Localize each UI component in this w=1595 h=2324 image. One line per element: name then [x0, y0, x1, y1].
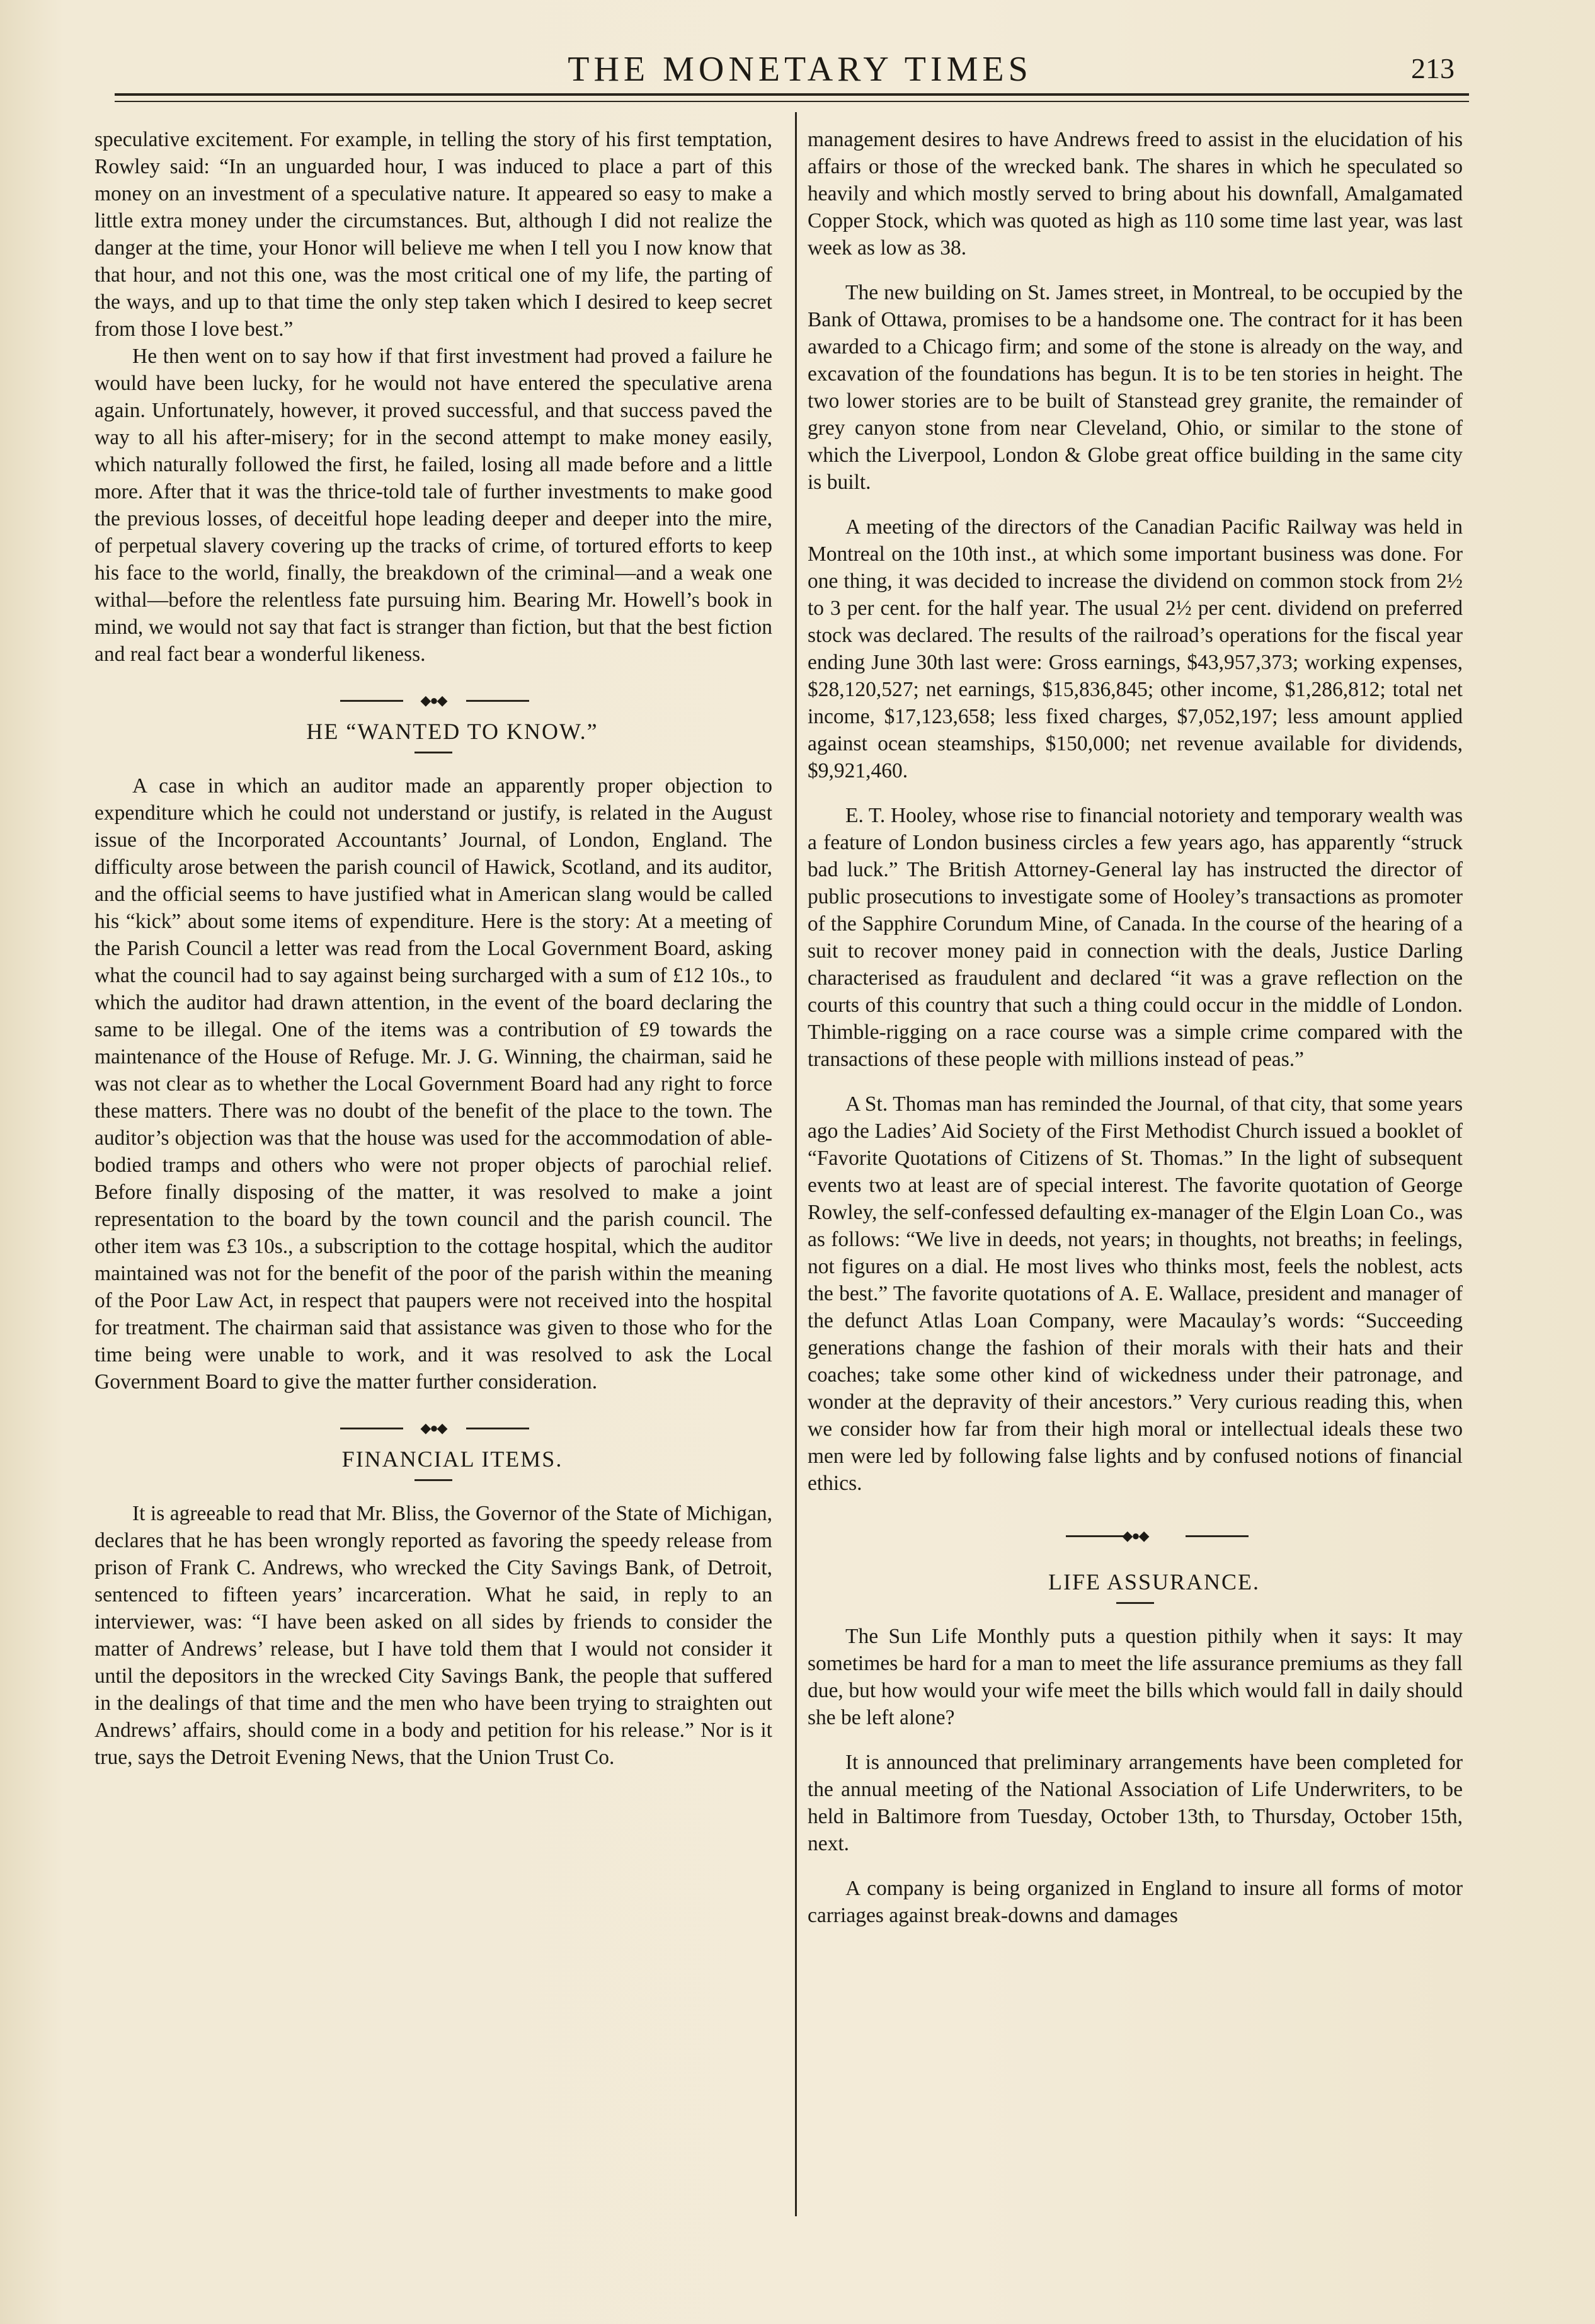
section-heading: HE “WANTED TO KNOW.” — [306, 719, 598, 744]
masthead-title: THE MONETARY TIMES — [568, 50, 1032, 89]
column-divider — [795, 112, 797, 2216]
article-paragraph: A St. Thomas man has reminded the Journal, of that city, that some years ago the Ladies’ Aid Society of the First Methodist Church issued a booklet of “Favorite Quotations of Citizens of St. Thomas.” In the light of subsequent events two at least are of special interest. The favorite quotation of George Rowley, the self-confessed defaulting ex-manager of the Elgin Loan Co., was as follows: “We live in deeds, not years; in thoughts, not breaths; in feelings, not figures on a dial. He most lives who thinks most, feels the noblest, acts the best.” The favorite quotations of A. E. Wallace, president and manager of the defunct Atlas Loan Company, were Macaulay’s words: “Succeeding generations change the fashion of their morals with their hats and their coaches; take some other kind of wickedness under their patronage, and wonder at the depravity of their ancestors.” Very curious reading this, when we consider how far from their high moral or intellectual ideals these two men were led by following false lights and by confused notions of financial ethics. — [808, 1092, 1463, 1495]
section-heading: FINANCIAL ITEMS. — [341, 1446, 563, 1472]
heading-rule — [1116, 1602, 1154, 1604]
article-paragraph: A meeting of the directors of the Canadian Pacific Railway was held in Montreal on the 10th inst., at which some important business was done. For one thing, it was decided to increase the dividend on common stock from 2½ to 3 per cent. for the half year. The usual 2½ per cent. dividend on preferred stock was declared. The results of the railroad’s operations for the fiscal year ending June 30th last were: Gross earnings, $43,957,373; working expenses, $28,120,527; net earnings, $15,836,845; other income, $1,286,812; total net income, $17,123,658; less fixed charges, $7,052,197; less amount applied against ocean steamships, $150,000; net revenue available for dividends, $9,921,460. — [808, 515, 1463, 782]
article-paragraph: management desires to have Andrews freed to assist in the elucidation of his affairs or those of the wrecked bank. The shares in which he speculated so heavily and which mostly served to bring about his downfall, Amalgamated Copper Stock, which was quoted as high as 110 some time last year, was last week as low as 38. — [808, 128, 1463, 260]
section-heading: LIFE ASSURANCE. — [1048, 1569, 1261, 1594]
article-paragraph: A case in which an auditor made an apparently proper objection to expenditure which he could not understand or justify, is related in the August issue of the Incorporated Accountants’ Journal, of London, England. The difficulty arose between the parish council of Hawick, Scotland, and its auditor, and the official seems to have justified what in American slang would be called his “kick” about some items of expenditure. Here is the story: At a meeting of the Parish Council a letter was read from the Local Government Board, asking what the council had to say against being surcharged with a sum of £12 10s., to which the auditor had drawn attention, in the event of the board declaring the same to be illegal. One of the items was a contribution of £9 towards the maintenance of the House of Refuge. Mr. J. G. Winning, the chairman, said he was not clear as to whether the Local Government Board had any right to force these matters. There was no doubt of the benefit of the place to the town. The auditor’s objection was that the house was used for the accommodation of able-bodied tramps and others who were not proper objects of parochial relief. Before finally disposing of the matter, it was resolved to make a joint representation to the board by the town council and the parish council. The other item was £3 10s., a subscription to the cottage hospital, which the auditor maintained was not for the benefit of the poor of the parish within the meaning of the Poor Law Act, in respect that paupers were not received into the hospital for treatment. The chairman said that assistance was given to those who for the time being were unable to work, and it was resolved to ask the Local Government Board to give the matter further consideration. — [94, 774, 772, 1394]
header-rule-thin — [115, 101, 1469, 102]
section-ornament: ◆●◆ — [94, 693, 772, 708]
article-paragraph: It is agreeable to read that Mr. Bliss, the Governor of the State of Michigan, declares that he has been wrongly reported as favoring the speedy release from prison of Frank C. Andrews, who wrecked the City Savings Bank, of Detroit, sentenced to fifteen years’ incarceration. What he said, in reply to an interviewer, was: “I have been asked on all sides by friends to consider the matter of Andrews’ release, but I have told them that I would not consider it until the depositors in the wrecked City Savings Bank, the people that suffered in the dealings of that time and the men who have been trying to straighten out Andrews’ affairs, should come in a body and petition for his release.” Nor is it true, says the Detroit Evening News, that the Union Trust Co. — [94, 1502, 772, 1769]
article-paragraph: The new building on St. James street, in Montreal, to be occupied by the Bank of Ottawa, promises to be a handsome one. The contract for it has been awarded to a Chicago firm; and some of the stone is already on the way, and excavation of the foundations has begun. It is to be ten stories in height. The two lower stories are to be built of Stanstead grey granite, the remainder of grey canyon stone from near Cleveland, Ohio, or similar to the stone of which the Liverpool, London & Globe great office building in the same city is built. — [808, 281, 1463, 494]
right-column — [808, 126, 1463, 1929]
heading-rule — [414, 752, 452, 753]
section-ornament: ◆●◆ — [94, 1421, 772, 1436]
page-number: 213 — [1411, 52, 1455, 84]
article-paragraph: He then went on to say how if that first investment had proved a failure he would have been lucky, for he would not have entered the speculative arena again. Unfortunately, however, it proved successful, and that success paved the way to all his after-misery; for in the second attempt to make money easily, which naturally followed the first, he failed, losing all made before and a little more. After that it was the thrice-told tale of further investments to make good the previous losses, of deceitful hope leading deeper and deeper into the mire, of perpetual slavery covering up the tracks of crime, of tortured efforts to keep his face to the world, finally, the breakdown of the criminal—and a weak one withal—before the relentless fate pursuing him. Bearing Mr. Howell’s book in mind, we would not say that fact is stranger than fiction, but that the best fiction and real fact bear a wonderful likeness. — [94, 345, 772, 666]
left-column — [94, 126, 772, 1771]
article-paragraph: A company is being organized in England to insure all forms of motor carriages against break-downs and damages — [808, 1877, 1463, 1927]
heading-rule — [414, 1479, 452, 1481]
article-paragraph: The Sun Life Monthly puts a question pithily when it says: It may sometimes be hard for a man to meet the life assurance premiums as they fall due, but how would your wife meet the bills which would fall in daily should she be left alone? — [808, 1625, 1463, 1729]
section-ornament: ◆●◆ — [808, 1528, 1463, 1543]
article-paragraph: E. T. Hooley, whose rise to financial notoriety and temporary wealth was a feature of London business circles a few years ago, has apparently “struck bad luck.” The British Attorney-General lay has instructed the director of public prosecutions to investigate some of Hooley’s transactions as promoter of the Sapphire Corundum Mine, of Canada. In the course of the hearing of a suit to recover money paid in connection with the deals, Justice Darling characterised as fraudulent and declared “it was a grave reflection on the courts of this country that such a thing could occur in the middle of London. Thimble-rigging on a race course was a simple crime compared with the transactions of these people with millions instead of peas.” — [808, 804, 1463, 1071]
article-paragraph: speculative excitement. For example, in telling the story of his first temptation, Rowley said: “In an unguarded hour, I was induced to place a part of this money on an investment of a speculative nature. It appeared so easy to make a little extra money under the circumstances. But, although I did not realize the danger at the time, your Honor will believe me when I tell you I now know that that hour, and not this one, was the most critical one of my life, the parting of the ways, and up to that time the only step taken which I desired to keep secret from those I love best.” — [94, 128, 772, 341]
article-paragraph: It is announced that preliminary arrangements have been completed for the annual meeting of the National Association of Life Underwriters, to be held in Baltimore from Tuesday, October 13th, to Thursday, October 15th, next. — [808, 1751, 1463, 1855]
header-rule — [115, 93, 1469, 96]
